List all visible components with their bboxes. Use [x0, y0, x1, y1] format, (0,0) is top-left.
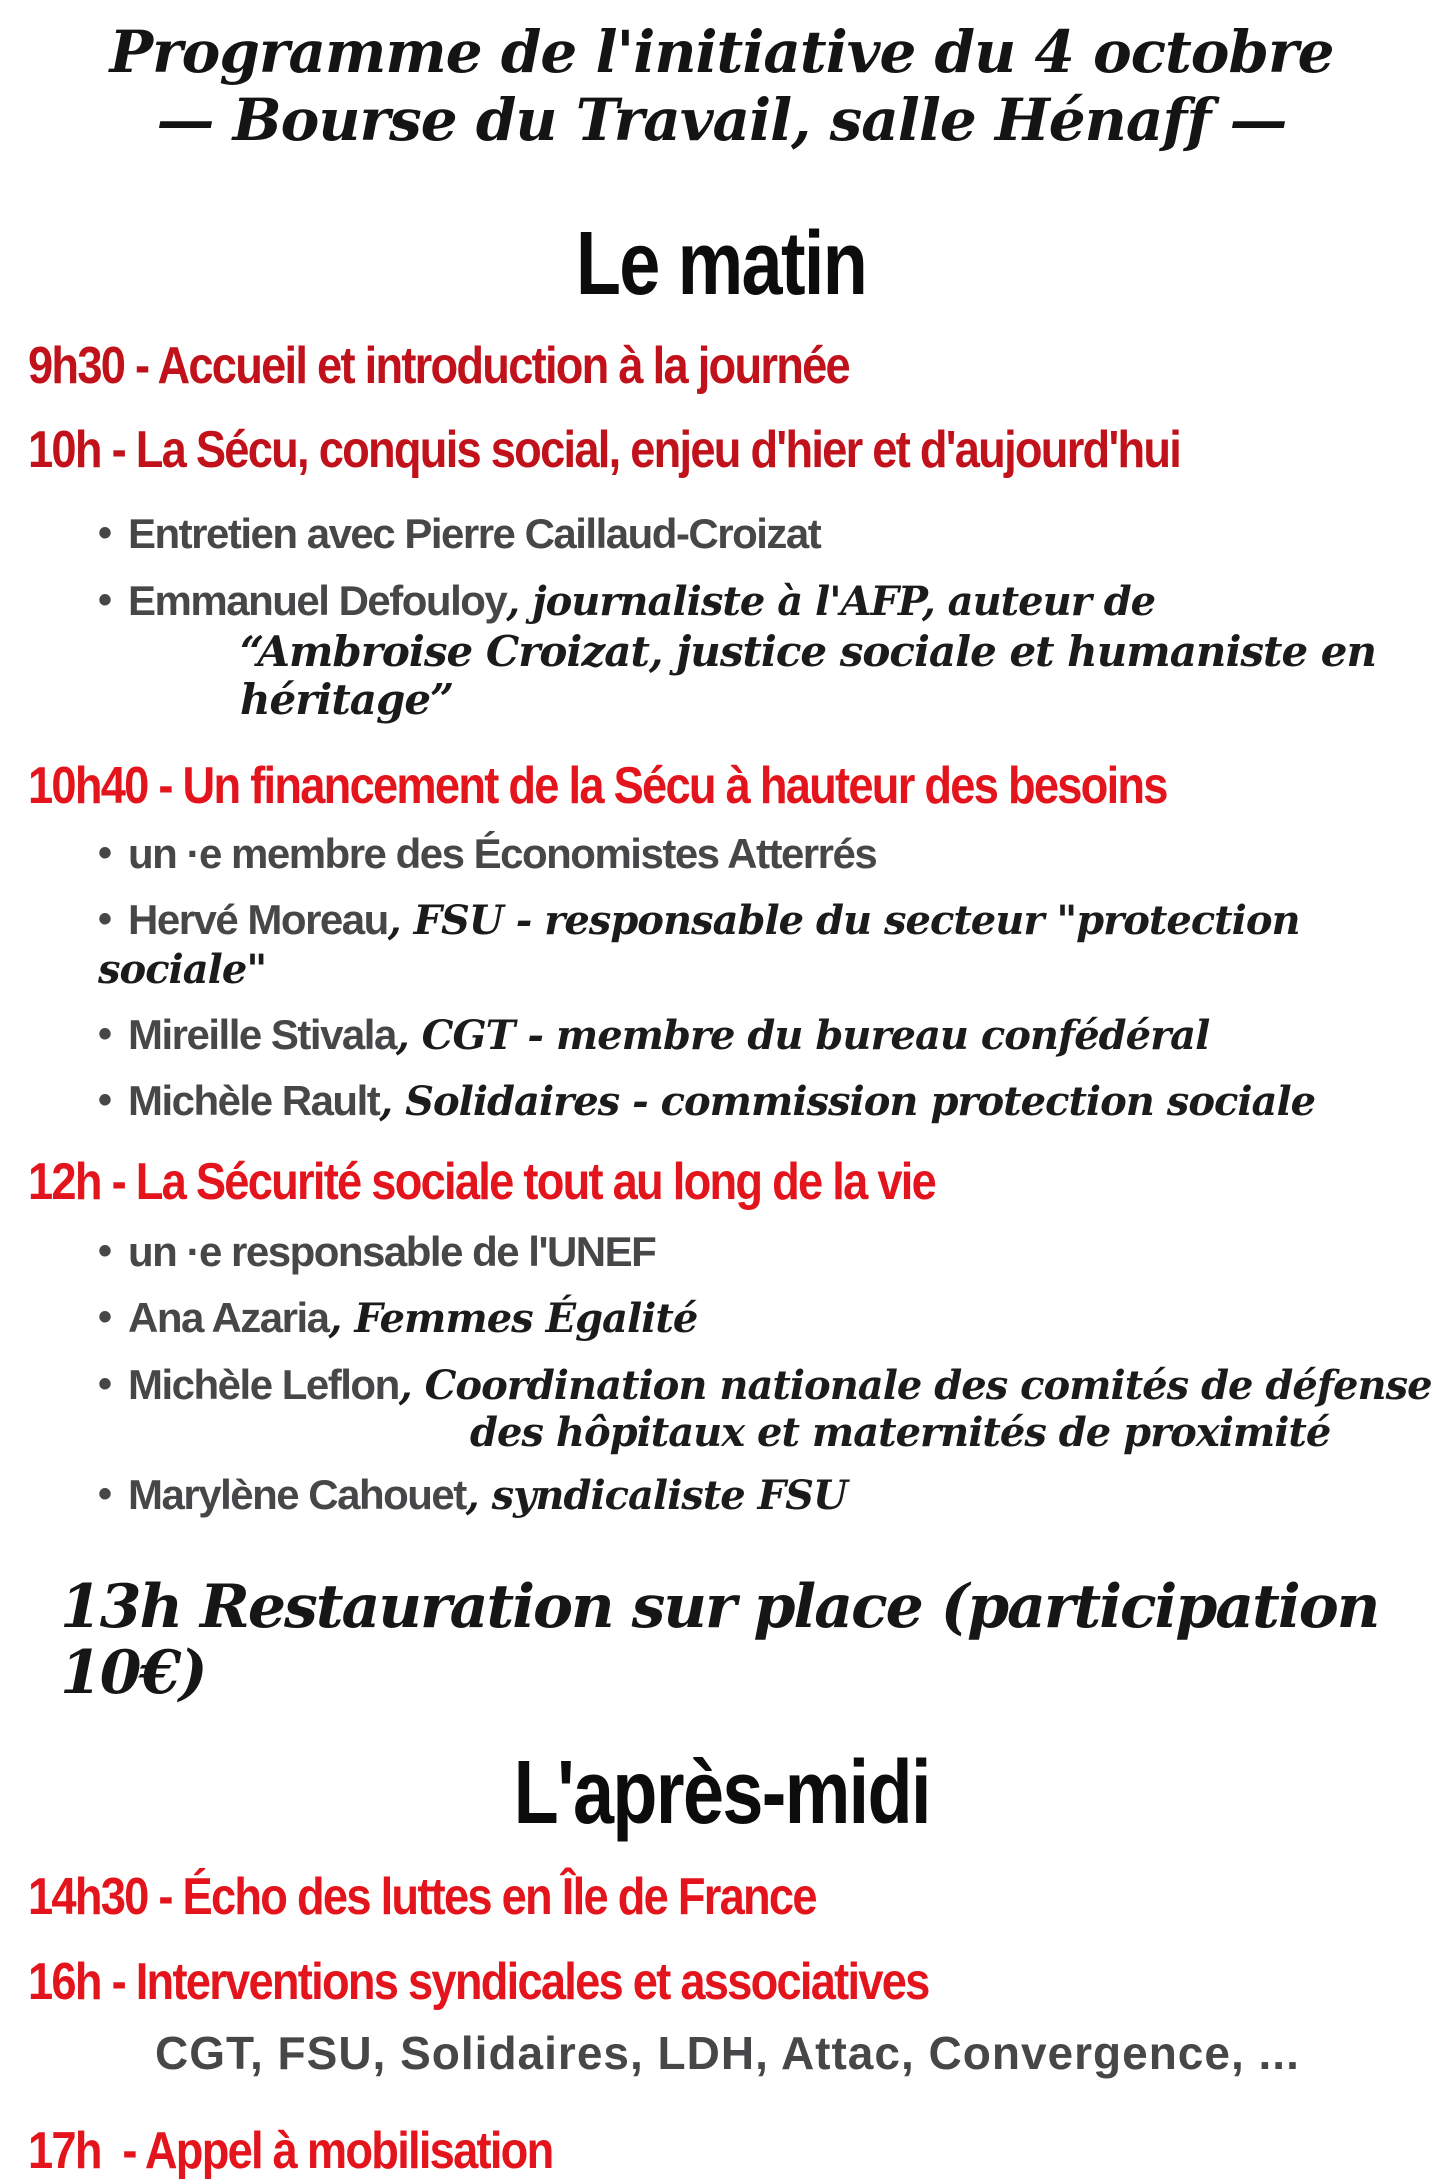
speaker-item	[98, 1010, 1443, 1060]
speaker-name: un ·e responsable de l'UNEF	[128, 1227, 656, 1275]
event-9h30-title: 9h30 - Accueil et introduction à la journée	[28, 336, 849, 395]
speaker-role-continuation: des hôpitaux et maternités de proximité	[470, 1408, 1331, 1456]
speaker-item	[98, 1470, 1443, 1520]
speaker-name: Michèle Rault	[128, 1077, 380, 1125]
speaker-name: Marylène Cahouet	[128, 1470, 466, 1518]
speaker-name: Hervé Moreau	[128, 896, 388, 944]
speaker-role: , Coordination nationale des comités de défense	[398, 1361, 1432, 1409]
speaker-role: , syndicaliste FSU	[465, 1471, 847, 1519]
speaker-name: Emmanuel Defouloy	[128, 576, 507, 624]
speaker-role: , CGT - membre du bureau confédéral	[395, 1011, 1210, 1059]
bullet-icon: •	[98, 1471, 113, 1516]
bullet-icon: •	[98, 1011, 113, 1056]
bullet-icon: •	[98, 897, 113, 942]
speaker-item	[98, 829, 1443, 879]
speaker-item	[98, 1227, 1443, 1277]
flyer-title-line2: — Bourse du Travail, salle Hénaff —	[156, 86, 1287, 155]
speaker-item	[98, 1360, 1443, 1410]
speaker-name: Entretien avec Pierre Caillaud-Croizat	[128, 510, 821, 558]
speaker-name: Ana Azaria	[128, 1294, 329, 1342]
event-12h-title: 12h - La Sécurité sociale tout au long de la vie	[28, 1152, 936, 1211]
event-17h-title: 17h - Appel à mobilisation	[28, 2121, 553, 2180]
speaker-item	[98, 1293, 1443, 1343]
speaker-name: Mireille Stivala	[128, 1010, 396, 1058]
bullet-icon: •	[98, 1078, 113, 1123]
event-10h40-title: 10h40 - Un financement de la Sécu à hauteur des besoins	[28, 756, 1167, 815]
section-heading-morning: Le matin	[576, 213, 867, 314]
section-heading-afternoon: L'après-midi	[513, 1743, 930, 1844]
speaker-name: un ·e membre des Économistes Atterrés	[128, 829, 877, 877]
bullet-icon: •	[98, 511, 113, 556]
speaker-role: , FSU - responsable du secteur "protection sociale"	[98, 897, 1300, 993]
speaker-role: , Solidaires - commission protection sociale	[379, 1078, 1316, 1126]
event-16h-orgs: CGT, FSU, Solidaires, LDH, Attac, Convergence, ...	[155, 2026, 1300, 2079]
event-16h-title: 16h - Interventions syndicales et associatives	[28, 1952, 929, 2011]
flyer-title-line1: Programme de l'initiative du 4 octobre	[109, 18, 1334, 86]
flyer-header	[0, 0, 1443, 155]
book-quote: “Ambroise Croizat, justice sociale et humaniste en héritage”	[240, 627, 1377, 725]
speaker-item	[98, 895, 1443, 993]
bullet-icon: •	[98, 577, 113, 622]
event-10h-title: 10h - La Sécu, conquis social, enjeu d'hier et d'aujourd'hui	[28, 421, 1181, 480]
bullet-icon: •	[98, 1361, 113, 1406]
speaker-item	[98, 1076, 1443, 1126]
event-14h30-title: 14h30 - Écho des luttes en Île de France	[28, 1868, 816, 1927]
speaker-role: , Femmes Égalité	[328, 1295, 698, 1343]
speaker-item	[98, 576, 1443, 626]
bullet-icon: •	[98, 1228, 113, 1273]
bullet-icon: •	[98, 1295, 113, 1340]
bullet-icon: •	[98, 830, 113, 875]
speaker-name: Michèle Leflon	[128, 1360, 399, 1408]
lunch-note: 13h Restauration sur place (participation 10€)	[60, 1572, 1379, 1709]
speaker-item	[98, 509, 1443, 559]
speaker-role: , journaliste à l'AFP, auteur de	[506, 577, 1156, 625]
